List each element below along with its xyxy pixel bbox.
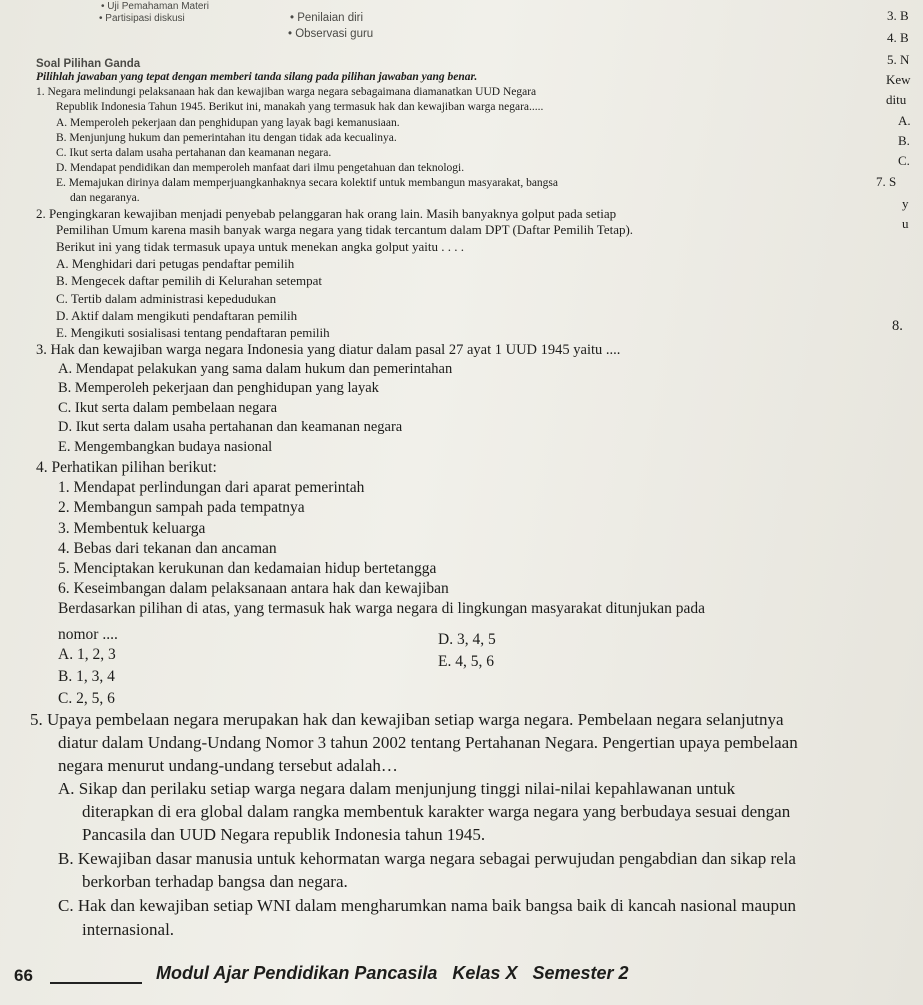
q2-option-c[interactable]: C. Tertib dalam administrasi kepedudukan (56, 291, 277, 306)
q2-option-b[interactable]: B. Mengecek daftar pemilih di Kelurahan setempat (56, 273, 323, 288)
q4-option-e[interactable]: E. 4, 5, 6 (438, 653, 494, 670)
q1-option-e[interactable]: E. Memajukan dirinya dalam memperjuangkanhaknya secara kolektif untuk membangun masyarakat, bangsa (56, 177, 558, 189)
margin-text: A. (898, 113, 911, 128)
q4-question-line: nomor .... (58, 626, 118, 643)
q4-list-item: 5. Menciptakan kerukunan dan kedamaian hidup bertetangga (58, 560, 437, 577)
q4-option-a[interactable]: A. 1, 2, 3 (58, 646, 116, 663)
footer-rule (50, 982, 142, 984)
q5-stem-line: diatur dalam Undang-Undang Nomor 3 tahun 2002 tentang Pertahanan Negara. Pengertian upaya pembelaan (58, 733, 798, 752)
q5-option-a[interactable]: A. Sikap dan perilaku setiap warga negara dalam menjunjung tinggi nilai-nilai kepahlawanan untuk (58, 779, 736, 798)
margin-text: 3. B (887, 8, 909, 23)
q2-stem-line: Pemilihan Umum karena masih banyak warga negara yang tidak tercantum dalam DPT (Daftar Pemilih Tetap). (56, 222, 634, 237)
margin-text: 4. B (887, 30, 909, 45)
q4-list-item: 4. Bebas dari tekanan dan ancaman (58, 540, 277, 557)
margin-text: 5. N (887, 52, 910, 67)
section-title: Soal Pilihan Ganda (36, 58, 141, 70)
q5-option-c[interactable]: C. Hak dan kewajiban setiap WNI dalam mengharumkan nama baik bangsa baik di kancah nasional maupun (58, 896, 797, 915)
header-note-left-1: • Uji Pemahaman Materi (101, 1, 209, 12)
q1-option-e-cont: dan negaranya. (70, 192, 140, 204)
q4-stem: 4. Perhatikan pilihan berikut: (36, 459, 217, 476)
margin-text: B. (898, 133, 910, 148)
margin-text: 8. (892, 318, 903, 334)
header-note-mid-2: • Observasi guru (288, 28, 374, 40)
q4-list-item: 6. Keseimbangan dalam pelaksanaan antara hak dan kewajiban (58, 580, 449, 597)
q1-stem-line: 1. Negara melindungi pelaksanaan hak dan kewajiban warga negara sebagaimana diamanatkan UUD Negara (36, 86, 537, 98)
page-number: 66 (14, 966, 33, 985)
q2-option-d[interactable]: D. Aktif dalam mengikuti pendaftaran pemilih (56, 308, 298, 323)
q4-list-item: 3. Membentuk keluarga (58, 520, 206, 537)
q3-option-a[interactable]: A. Mendapat pelakukan yang sama dalam hukum dan pemerintahan (58, 361, 453, 377)
q1-option-a[interactable]: A. Memperoleh pekerjaan dan penghidupan yang layak bagi kemanusiaan. (56, 117, 400, 129)
margin-text: ditu (886, 92, 907, 107)
q4-list-item: 1. Mendapat perlindungan dari aparat pemerintah (58, 479, 365, 496)
q2-stem-line: 2. Pengingkaran kewajiban menjadi penyebab pelanggaran hak orang lain. Masih banyaknya golput pada setiap (36, 206, 617, 221)
q5-option-b-cont: berkorban terhadap bangsa dan negara. (82, 872, 348, 891)
q2-stem-line: Berikut ini yang tidak termasuk upaya untuk menekan angka golput yaitu . . . . (56, 239, 464, 254)
q4-question-line: Berdasarkan pilihan di atas, yang termasuk hak warga negara di lingkungan masyarakat ditunjukan pada (58, 600, 706, 617)
q5-option-a-cont: Pancasila dan UUD Negara republik Indonesia tahun 1945. (82, 825, 486, 844)
q3-option-e[interactable]: E. Mengembangkan budaya nasional (58, 439, 273, 455)
q5-stem-line: negara menurut undang-undang tersebut adalah… (58, 756, 398, 775)
footer-title: Modul Ajar Pendidikan Pancasila Kelas X Semester 2 (156, 963, 629, 983)
q3-option-d[interactable]: D. Ikut serta dalam usaha pertahanan dan keamanan negara (58, 419, 403, 435)
margin-text: 7. S (876, 174, 897, 189)
header-note-mid-1: • Penilaian diri (290, 12, 364, 24)
q2-option-e[interactable]: E. Mengikuti sosialisasi tentang pendaftaran pemilih (56, 325, 330, 340)
q3-option-b[interactable]: B. Memperoleh pekerjaan dan penghidupan yang layak (58, 380, 379, 396)
q3-option-c[interactable]: C. Ikut serta dalam pembelaan negara (58, 400, 278, 416)
q1-stem-line: Republik Indonesia Tahun 1945. Berikut ini, manakah yang termasuk hak dan kewajiban warga negara..... (56, 101, 544, 113)
q4-option-d[interactable]: D. 3, 4, 5 (438, 631, 496, 648)
q5-option-a-cont: diterapkan di era global dalam rangka membentuk karakter warga negara yang berbudaya sesuai dengan (82, 802, 791, 821)
header-note-left-2: • Partisipasi diskusi (99, 13, 185, 24)
margin-text: C. (898, 153, 910, 168)
q1-option-d[interactable]: D. Mendapat pendidikan dan memperoleh manfaat dari ilmu pengetahuan dan teknologi. (56, 162, 465, 174)
q5-option-b[interactable]: B. Kewajiban dasar manusia untuk kehormatan warga negara sebagai perwujudan pengabdian dan sikap rela (58, 849, 796, 868)
q1-option-b[interactable]: B. Menjunjung hukum dan pemerintahan itu dengan tidak ada kecualinya. (56, 132, 397, 144)
margin-text: u (902, 216, 909, 231)
q2-option-a[interactable]: A. Menghidari dari petugas pendaftar pemilih (56, 256, 295, 271)
margin-text: y (902, 196, 909, 211)
q4-option-c[interactable]: C. 2, 5, 6 (58, 690, 115, 707)
q1-option-c[interactable]: C. Ikut serta dalam usaha pertahanan dan keamanan negara. (56, 147, 332, 159)
q4-option-b[interactable]: B. 1, 3, 4 (58, 668, 115, 685)
q5-stem-line: 5. Upaya pembelaan negara merupakan hak dan kewajiban setiap warga negara. Pembelaan negara selanjutnya (30, 710, 784, 729)
q4-list-item: 2. Membangun sampah pada tempatnya (58, 499, 305, 516)
margin-text: Kew (886, 72, 911, 87)
q5-option-c-cont: internasional. (82, 920, 175, 939)
section-instruction: Pilihlah jawaban yang tepat dengan memberi tanda silang pada pilihan jawaban yang benar. (36, 71, 478, 83)
q3-stem: 3. Hak dan kewajiban warga negara Indonesia yang diatur dalam pasal 27 ayat 1 UUD 1945 yaitu .... (36, 342, 621, 358)
